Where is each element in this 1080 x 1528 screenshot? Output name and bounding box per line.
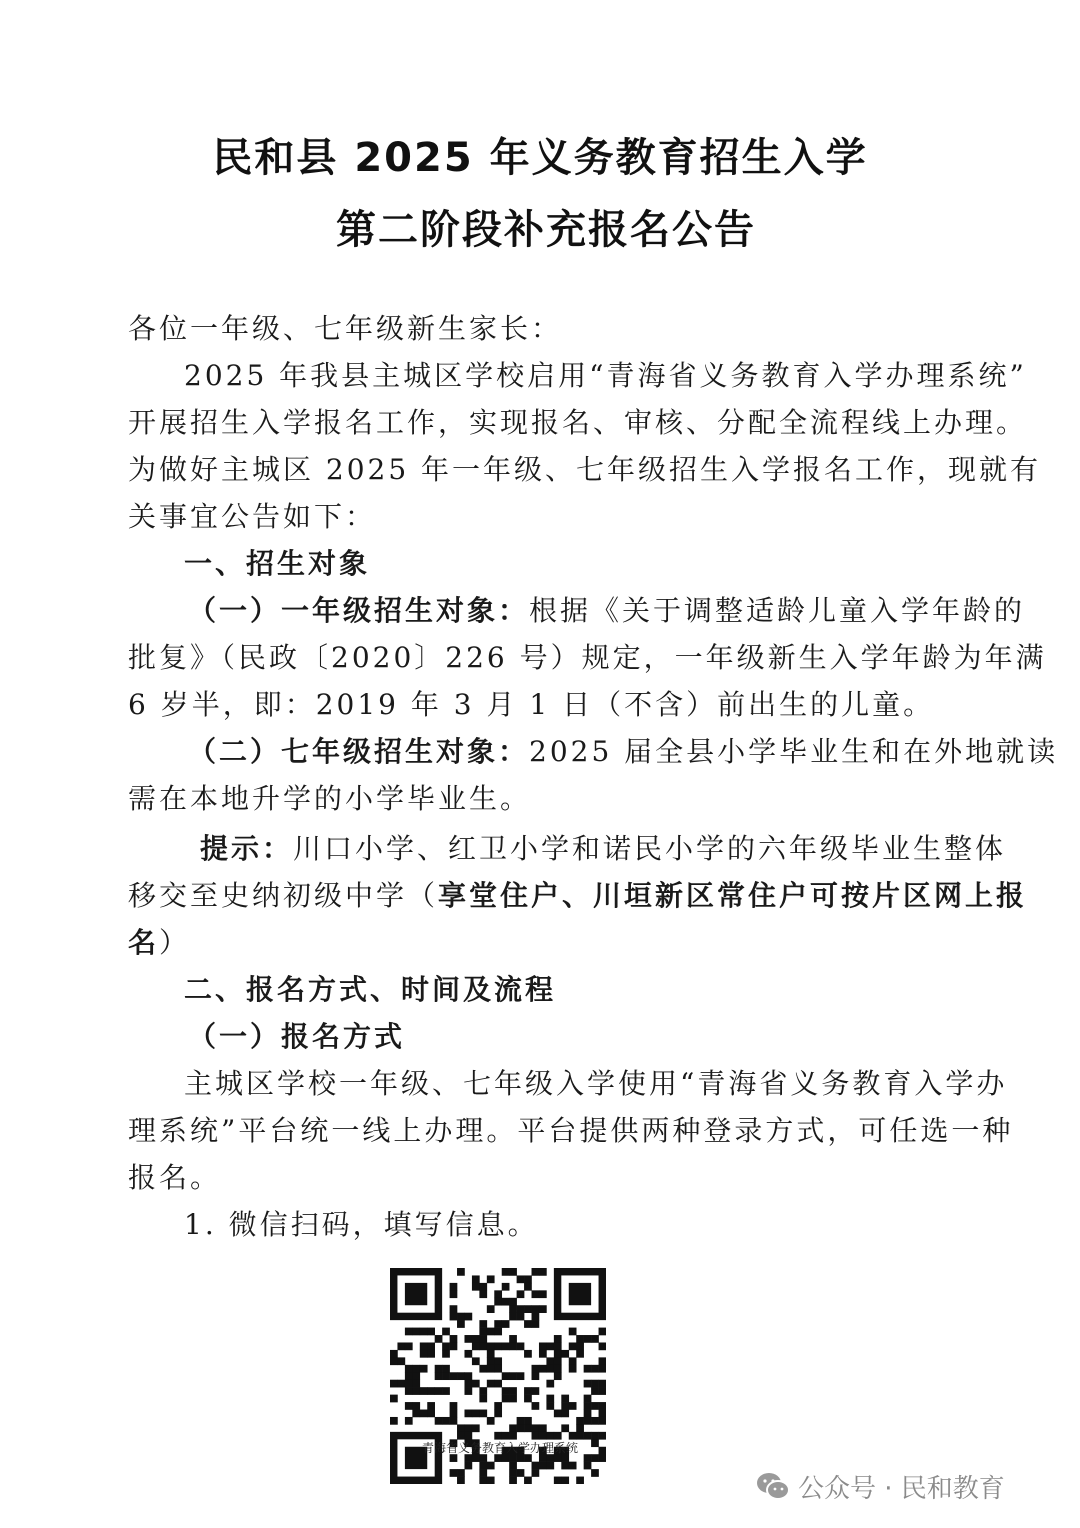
tip-line-2 bbox=[128, 873, 1028, 919]
grade1-line-2: 批复》（民政〔2020〕226 号）规定，一年级新生入学年龄为年满 bbox=[128, 641, 1047, 674]
tip-text-2: 移交至史纳初级中学（ bbox=[128, 879, 439, 912]
greeting: 各位一年级、七年级新生家长： bbox=[128, 312, 563, 345]
wechat-icon bbox=[756, 1471, 790, 1501]
grade1-text-1: 根据《关于调整适龄儿童入学年龄的 bbox=[529, 594, 1026, 627]
grade1-line-1 bbox=[188, 588, 1028, 634]
intro-line-2: 开展招生入学报名工作，实现报名、审核、分配全流程线上办理。 bbox=[128, 406, 1028, 439]
grade1-label: （一）一年级招生对象： bbox=[188, 594, 530, 627]
method-line-2: 理系统”平台统一线上办理。平台提供两种登录方式，可任选一种 bbox=[128, 1114, 1014, 1147]
tip-label: 提示： bbox=[200, 832, 294, 865]
watermark bbox=[756, 1466, 1005, 1506]
method-line-3: 报名。 bbox=[128, 1161, 222, 1194]
step-1: 1. 微信扫码，填写信息。 bbox=[184, 1208, 539, 1241]
section-2-heading: 二、报名方式、时间及流程 bbox=[184, 973, 557, 1006]
subsection-1-heading: （一）报名方式 bbox=[188, 1020, 406, 1053]
grade7-line-1 bbox=[188, 729, 1059, 775]
tip-line-1 bbox=[200, 826, 1040, 872]
intro-line-4: 关事宜公告如下： bbox=[128, 500, 377, 533]
tip-bold-2: 享堂住户、川垣新区常住户可按片区网上报 bbox=[438, 879, 1028, 912]
grade7-text-1: 2025 届全县小学毕业生和在外地就读 bbox=[529, 735, 1059, 768]
section-1-heading: 一、招生对象 bbox=[184, 547, 371, 580]
grade1-line-3: 6 岁半，即：2019 年 3 月 1 日（不含）前出生的儿童。 bbox=[128, 688, 935, 721]
title-line-2: 第二阶段补充报名公告 bbox=[336, 207, 756, 253]
intro-line-3: 为做好主城区 2025 年一年级、七年级招生入学报名工作，现就有 bbox=[128, 453, 1042, 486]
title-line-1: 民和县 2025 年义务教育招生入学 bbox=[212, 135, 868, 181]
tip-text-3: ） bbox=[159, 926, 191, 959]
tip-text-1: 川口小学、红卫小学和诺民小学的六年级毕业生整体 bbox=[293, 832, 1007, 865]
grade7-label: （二）七年级招生对象： bbox=[188, 735, 530, 768]
tip-line-3 bbox=[128, 920, 968, 966]
qr-caption: 青海省义务教育入学办理系统 bbox=[421, 1441, 578, 1455]
method-line-1: 主城区学校一年级、七年级入学使用“青海省义务教育入学办 bbox=[184, 1067, 1008, 1100]
tip-bold-3: 名 bbox=[128, 926, 160, 959]
grade7-line-2: 需在本地升学的小学毕业生。 bbox=[128, 782, 532, 815]
intro-line-1: 2025 年我县主城区学校启用“青海省义务教育入学办理系统” bbox=[184, 359, 1027, 392]
watermark-text: 公众号 · 民和教育 bbox=[798, 1473, 1005, 1504]
